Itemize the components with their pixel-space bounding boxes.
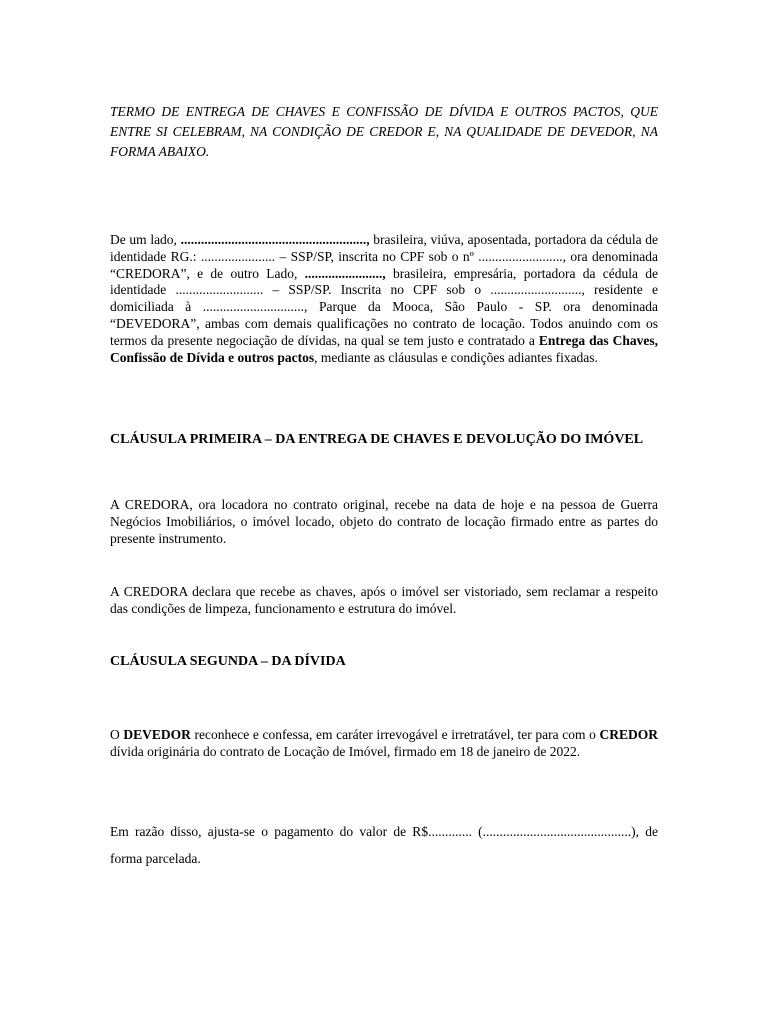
clause-2-paragraph-2: Em razão disso, ajusta-se o pagamento do valor de R$............. (............................................), de forma parcelada. [110,824,658,866]
clause-2-heading: CLÁUSULA SEGUNDA – DA DÍVIDA [110,654,346,669]
intro-blank-name-2: ......................., [304,265,393,281]
intro-bold-object: Entrega das Chaves, Confissão de Dívida e outros pactos [110,332,658,365]
clause-1-paragraph-1: A CREDORA, ora locadora no contrato original, recebe na data de hoje e na pessoa de Guerra Negócios Imobiliários, o imóvel locado, objeto do contrato de locação firmado entre as partes do presente instrumento. [110,497,658,546]
paragraph-text: reconhece e confessa, em caráter irrevogável e irretratável, ter para com o [190,727,600,742]
credor-bold: CREDOR [599,727,658,742]
intro-blank-name-1: ......................................................., [180,232,374,247]
clause-2-paragraph-1 [110,727,658,761]
intro-text: brasileira, empresária, portadora da cédula de identidade .......................... – SSP/SP. Inscrita no CPF sob o ..........................., residente e domiciliada à .............................., Parque da Mooca, São Paulo - SP. ora denominada “DEVEDORA”, ambas com demais qualificações no contrato de locação. Todos anuindo com os termos da presente negociação de dívidas, na qual se tem justo e contratado a [110,265,659,348]
intro-text: De um lado, [110,232,181,247]
clause-1-heading: CLÁUSULA PRIMEIRA – DA ENTREGA DE CHAVES E DEVOLUÇÃO DO IMÓVEL [110,432,644,447]
clause-1-paragraph-2: A CREDORA declara que recebe as chaves, após o imóvel ser vistoriado, sem reclamar a respeito das condições de limpeza, funcionamento e estrutura do imóvel. [110,584,658,616]
document-title: TERMO DE ENTREGA DE CHAVES E CONFISSÃO DE DÍVIDA E OUTROS PACTOS, QUE ENTRE SI CELEBRAM, NA CONDIÇÃO DE CREDOR E, NA QUALIDADE DE DEVEDOR, NA FORMA ABAIXO. [110,104,658,159]
intro-text: brasileira, viúva, aposentada, portadora da cédula de identidade RG.: ...................... – SSP/SP, inscrita no CPF sob o nº ........................., ora denominada “CREDORA”, e de outro Lado, [110,232,659,281]
paragraph-text: O [110,727,124,742]
paragraph-text: dívida originária do contrato de Locação de Imóvel, firmado em 18 de janeiro de 2022. [110,743,581,759]
intro-text: , mediante as cláusulas e condições adiantes fixadas. [314,349,598,365]
devedor-bold: DEVEDOR [123,727,191,742]
intro-paragraph [110,232,658,366]
